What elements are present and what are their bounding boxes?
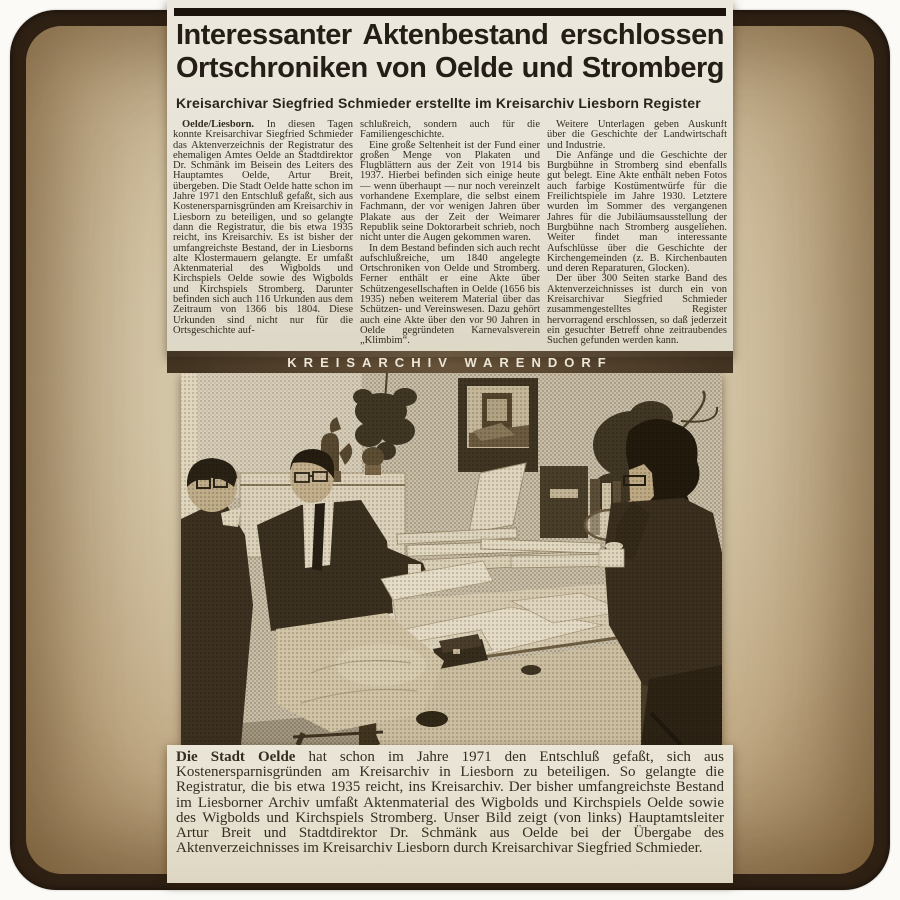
sepia-wash: [181, 373, 722, 745]
caption-lead: Die Stadt Oelde: [176, 749, 296, 765]
archive-watermark-text: KREISARCHIV WARENDORF: [287, 354, 613, 370]
headline-top-rule: [174, 8, 726, 16]
paragraph: Der über 300 Seiten starke Band des Aktenverzeichnisses ist durch ein von Kreisarchivar Siegfried Schmieder zusammengestelltes Register hervorragend erschlossen, so daß jederzeit ein gesuchter Betreff ohne zeitraubendes Suchen gefunden werden kann.: [547, 273, 727, 347]
paragraph: Die Anfänge und die Geschichte der Burgbühne in Stromberg sind ebenfalls gut belegt. Eine Akte enthält neben Fotos auch farbige Kostümentwürfe für die Freilichtspiele im Jahre 1930. Letztere wurden im Sommer des vergangenen Jahres für die Jubiläumsausstellung der Burgbühne nach Stromberg ausgeliehen. Weiter findet man interessante Aufschlüsse über die Geschichte der Kirchengemeinden (z. B. Kirchenbauten und deren Reparaturen, Glocken).: [547, 149, 727, 275]
dateline-lead: Oelde/Liesborn.: [182, 120, 255, 130]
paragraph: schlußreich, sondern auch für die Familiengeschichte.: [360, 120, 540, 141]
article-column-3: [547, 120, 727, 357]
newspaper-article-clipping: [167, 0, 733, 357]
newspaper-photo-three-men-at-desk: [181, 373, 722, 745]
photo-caption-clipping: [167, 745, 733, 883]
photo-scene: [181, 373, 722, 745]
paragraph: Eine große Seltenheit ist der Fund einer großen Menge von Plakaten und Flugblättern aus der Zeit von 1914 bis 1937. Hierbei befinden sich einige heute — wenn überhaupt — nur noch vereinzelt vorhandene Exemplare, die selbst einem Fachmann, der vor wenigen Jahren über Plakate aus der Zeit der Weimarer Republik seine Doktorarbeit schrieb, noch nicht unter die Augen gekommen waren.: [360, 139, 540, 244]
archive-watermark-band: [167, 351, 733, 373]
headline-line-1: Interessanter Aktenbestand erschlossen: [176, 19, 724, 51]
article-column-1: [173, 120, 353, 357]
article-column-2: [360, 120, 540, 357]
photo-caption: [176, 750, 724, 856]
subheadline: Kreisarchivar Siegfried Schmieder erstellte im Kreisarchiv Liesborn Register: [176, 95, 701, 111]
headline-line-2: Ortschroniken von Oelde und Stromberg: [176, 52, 724, 84]
article-body-columns: [173, 120, 727, 357]
paragraph: Weitere Unterlagen geben Auskunft über die Geschichte der Landwirtschaft und Industrie.: [547, 120, 727, 151]
paragraph: Oelde/Liesborn. In diesen Tagen konnte Kreisarchivar Siegfried Schmieder das Aktenverzeichnis der Registratur des ehemaligen Amtes Oelde an Stadtdirektor Dr. Schmänk im Beisein des Leiters des Hauptamtes Oelde, Artur Breit, übergeben. Die Stadt Oelde hatte schon im Jahre 1971 den Entschluß gefaßt, sich aus Kostenersparnisgründen am Kreisarchiv in Liesborn zu beteiligen, und so gelangte dann die Registratur, die bis etwa 1935 reicht, ins Kreisarchiv. Es ist bisher der umfangreichste Bestand, der in Liesborns alte Klostermauern gelangte. Er umfaßt Aktenmaterial des Wigbolds und Kirchspiels Oelde sowie des Wigbolds und Kirchspiels Stromberg. Darunter befinden sich auch 116 Urkunden aus dem Zeitraum von 1366 bis 1804. Diese Urkunden sind nicht nur für die Ortsgeschichte auf-: [173, 120, 353, 336]
caption-text: hat schon im Jahre 1971 den Entschluß gefaßt, sich aus Kostenersparnisgründen am Kreisarchiv in Liesborn zu beteiligen. So gelangte die Registratur, die bis etwa 1935 reicht, ins Kreisarchiv. Der bisher umfangreichste Bestand im Liesborner Archiv umfaßt Aktenmaterial des Wigbolds und Kirchspiels Oelde sowie des Wigbolds und Kirchspiels Stromberg. Unser Bild zeigt (von links) Hauptamtsleiter Artur Breit und Stadtdirektor Dr. Schmänk aus Oelde bei der Übergabe des Aktenverzeichnisses im Kreisarchiv Liesborn durch Kreisarchivar Siegfried Schmieder.: [176, 749, 724, 857]
paragraph: In dem Bestand befinden sich auch recht aufschlußreiche, um 1840 angelegte Ortschroniken von Oelde und Stromberg. Ferner enthält er eine Akte über Schützengesellschaften in Oelde (1656 bis 1935) neben weiterem Material über das Schützen- und Vereinswesen. Dazu gehört auch eine Akte über den vor 90 Jahren in Oelde gegründeten Karnevalsverein „Klimbim“.: [360, 242, 540, 347]
